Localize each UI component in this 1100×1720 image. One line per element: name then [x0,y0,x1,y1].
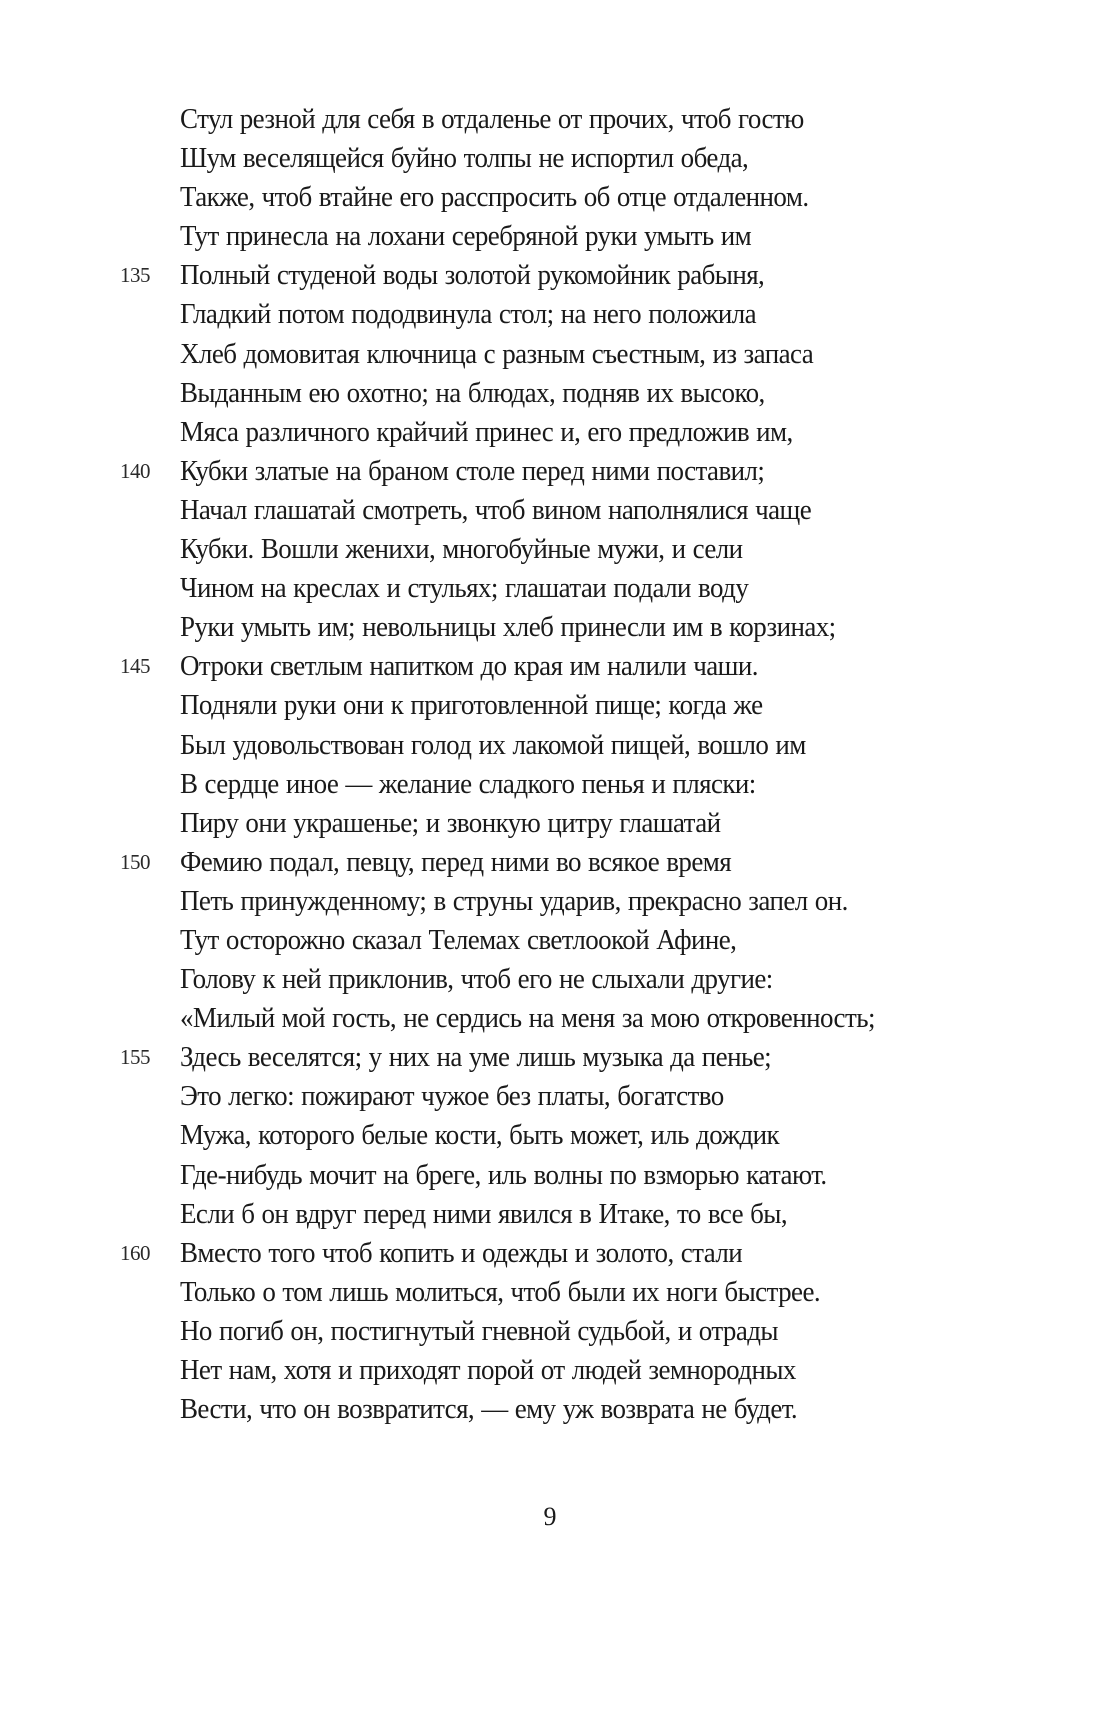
line-text: Вместо того чтоб копить и одежды и золото, стали [180,1236,743,1269]
line-text: Хлеб домовитая ключница с разным съестным, из запаса [180,337,814,370]
line-text: Тут осторожно сказал Телемах светлоокой Афине, [180,923,737,956]
line-text: Тут принесла на лохани серебряной руки умыть им [180,220,752,253]
verse-line [0,217,1100,256]
verse-line [0,882,1100,921]
line-number: 155 [120,1045,150,1070]
line-number: 140 [120,458,150,483]
verse-block [0,100,1100,1429]
line-text: Но погиб он, постигнутый гневной судьбой, и отрады [180,1314,779,1347]
line-text: Где-нибудь мочит на бреге, иль волны по взморью катают. [180,1158,827,1191]
verse-line [0,374,1100,413]
line-text: Полный студеной воды золотой рукомойник рабыня, [180,259,765,292]
verse-line [0,413,1100,452]
verse-line [0,921,1100,960]
verse-line [0,686,1100,725]
line-text: Мяса различного крайчий принес и, его предложив им, [180,415,793,448]
line-text: Кубки. Вошли женихи, многобуйные мужи, и сели [180,533,743,566]
verse-line [0,960,1100,999]
verse-line [0,726,1100,765]
verse-line [0,530,1100,569]
line-text: Фемию подал, певцу, перед ними во всякое время [180,845,732,878]
verse-line [0,1273,1100,1312]
line-number: 145 [120,654,150,679]
line-text: Руки умыть им; невольницы хлеб принесли им в корзинах; [180,611,836,644]
verse-line [0,843,1100,882]
line-text: Нет нам, хотя и приходят порой от людей земнородных [180,1354,796,1386]
line-text: Выданным ею охотно; на блюдах, подняв их высоко, [180,376,765,409]
verse-line [0,1116,1100,1155]
verse-line [0,491,1100,530]
line-text: Также, чтоб втайне его расспросить об отце отдаленном. [180,181,809,214]
verse-line [0,1038,1100,1077]
line-text: Это легко: пожирают чужое без платы, богатство [180,1080,724,1113]
line-text: В сердце иное — желание сладкого пенья и пляски: [180,767,756,800]
verse-line [0,1234,1100,1273]
verse-line [0,608,1100,647]
verse-line [0,295,1100,334]
verse-line [0,452,1100,491]
verse-line [0,1077,1100,1116]
line-text: Кубки златые на браном столе перед ними поставил; [180,454,765,487]
line-text: Вести, что он возвратится, — ему уж возврата не будет. [180,1393,798,1426]
line-text: Здесь веселятся; у них на уме лишь музыка да пенье; [180,1041,772,1074]
verse-line [0,100,1100,139]
line-text: Начал глашатай смотреть, чтоб вином наполнялися чаще [180,493,812,526]
verse-line [0,256,1100,295]
line-text: Только о том лишь молиться, чтоб были их ноги быстрее. [180,1275,821,1308]
verse-line [0,139,1100,178]
line-text: «Милый мой гость, не сердись на меня за мою откровенность; [180,1002,875,1035]
line-text: Если б он вдруг перед ними явился в Итаке, то все бы, [180,1197,788,1230]
line-text: Стул резной для себя в отдаленье от прочих, чтоб гостю [180,103,804,135]
line-text: Пиру они украшенье; и звонкую цитру глашатай [180,806,721,839]
verse-line [0,335,1100,374]
line-text: Мужа, которого белые кости, быть может, иль дождик [180,1119,780,1152]
line-text: Чином на креслах и стульях; глашатаи подали воду [180,572,749,605]
verse-line [0,647,1100,686]
verse-line [0,1312,1100,1351]
verse-line [0,178,1100,217]
verse-line [0,1351,1100,1390]
line-text: Шум веселящейся буйно толпы не испортил обеда, [180,142,749,175]
page-number: 9 [543,1502,557,1531]
line-text: Голову к ней приклонив, чтоб его не слыхали другие: [180,963,773,996]
line-text: Отроки светлым напитком до края им налили чаши. [180,650,758,683]
line-text: Петь принужденному; в струны ударив, прекрасно запел он. [180,884,848,917]
line-text: Был удовольствован голод их лакомой пищей, вошло им [180,728,806,761]
line-number: 150 [120,849,150,874]
verse-line [0,804,1100,843]
verse-line [0,569,1100,608]
verse-line [0,1390,1100,1429]
line-number: 135 [120,263,150,288]
line-text: Подняли руки они к приготовленной пище; когда же [180,689,763,722]
verse-line [0,1156,1100,1195]
line-number: 160 [120,1240,150,1265]
verse-line [0,999,1100,1038]
verse-line [0,765,1100,804]
verse-line [0,1195,1100,1234]
line-text: Гладкий потом пододвинула стол; на него положила [180,298,757,331]
